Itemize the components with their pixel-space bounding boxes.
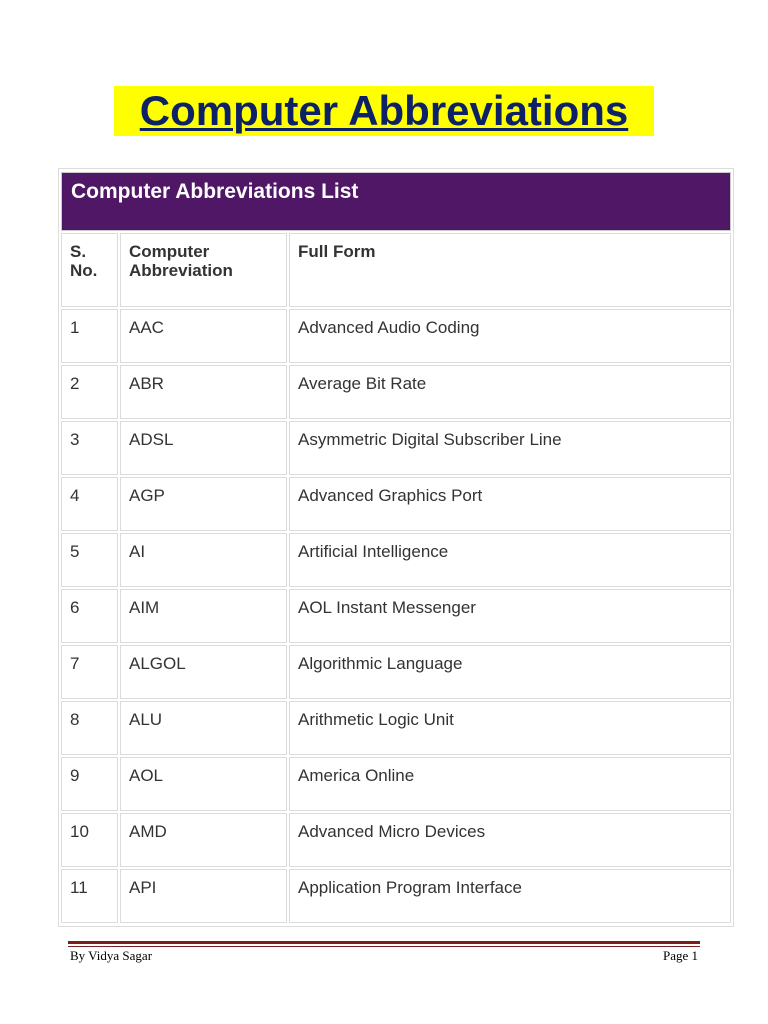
table-caption-bar — [61, 172, 731, 231]
cell-full-form: Average Bit Rate — [289, 365, 731, 419]
cell-abbreviation: AAC — [120, 309, 287, 363]
cell-abbreviation: AI — [120, 533, 287, 587]
cell-sno: 8 — [61, 701, 118, 755]
cell-sno: 6 — [61, 589, 118, 643]
column-header-full-form: Full Form — [289, 233, 731, 307]
page-title-text: Computer Abbreviations — [139, 87, 629, 134]
cell-sno: 10 — [61, 813, 118, 867]
cell-full-form: Algorithmic Language — [289, 645, 731, 699]
cell-full-form: AOL Instant Messenger — [289, 589, 731, 643]
footer-page-number: Page 1 — [662, 948, 698, 963]
cell-sno: 3 — [61, 421, 118, 475]
page-title — [114, 86, 654, 136]
cell-sno: 9 — [61, 757, 118, 811]
cell-full-form: Artificial Intelligence — [289, 533, 731, 587]
column-header-sno: S. No. — [61, 233, 118, 307]
cell-full-form: Application Program Interface — [289, 869, 731, 923]
cell-abbreviation: ALGOL — [120, 645, 287, 699]
cell-abbreviation: ADSL — [120, 421, 287, 475]
column-header-abbreviation: Computer Abbreviation — [120, 233, 287, 307]
cell-sno: 11 — [61, 869, 118, 923]
footer-author: By Vidya Sagar — [70, 948, 153, 963]
cell-abbreviation: AOL — [120, 757, 287, 811]
cell-full-form: Advanced Audio Coding — [289, 309, 731, 363]
cell-abbreviation: AIM — [120, 589, 287, 643]
cell-abbreviation: AMD — [120, 813, 287, 867]
cell-full-form: Arithmetic Logic Unit — [289, 701, 731, 755]
footer-rule — [68, 941, 700, 944]
cell-full-form: America Online — [289, 757, 731, 811]
cell-sno: 2 — [61, 365, 118, 419]
cell-abbreviation: API — [120, 869, 287, 923]
cell-abbreviation: AGP — [120, 477, 287, 531]
cell-sno: 4 — [61, 477, 118, 531]
cell-sno: 1 — [61, 309, 118, 363]
cell-full-form: Advanced Micro Devices — [289, 813, 731, 867]
table-caption: Computer Abbreviations List — [71, 180, 359, 203]
footer-rule-thin — [68, 946, 700, 947]
cell-full-form: Asymmetric Digital Subscriber Line — [289, 421, 731, 475]
cell-sno: 5 — [61, 533, 118, 587]
cell-full-form: Advanced Graphics Port — [289, 477, 731, 531]
cell-abbreviation: ABR — [120, 365, 287, 419]
cell-abbreviation: ALU — [120, 701, 287, 755]
cell-sno: 7 — [61, 645, 118, 699]
